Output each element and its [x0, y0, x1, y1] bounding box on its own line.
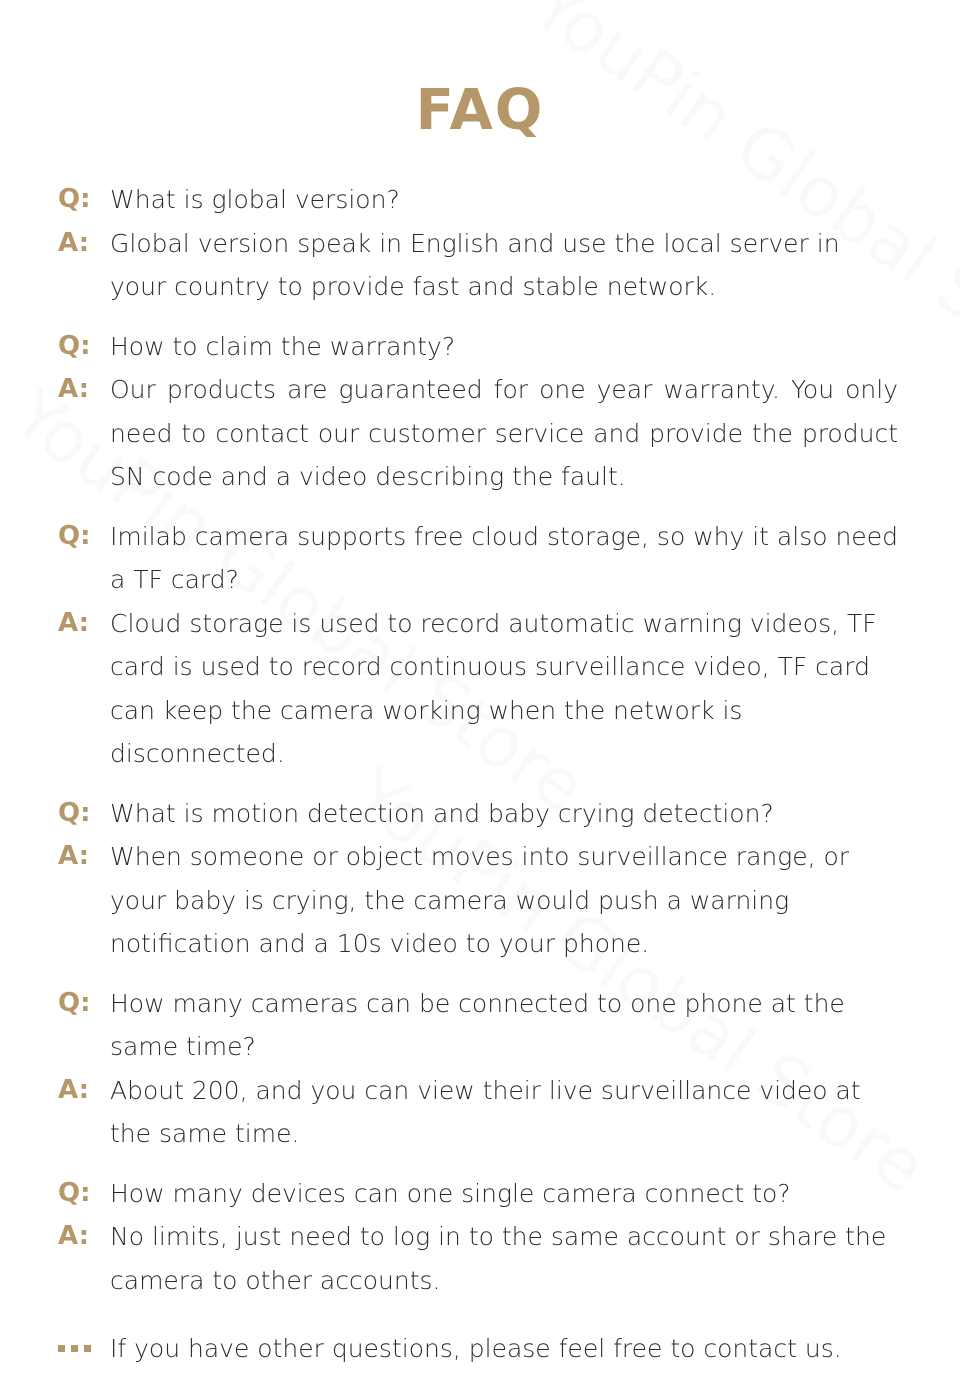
faq-item: [58, 178, 898, 309]
answer-row: [58, 835, 898, 966]
faq-list: [58, 178, 898, 1318]
answer-row: [58, 222, 898, 309]
ellipsis-icon: [58, 1345, 110, 1352]
question-row: [58, 792, 898, 836]
answer-text: About 200, and you can view their live surveillance video at the same time.: [110, 1075, 861, 1148]
question-row: [58, 982, 898, 1069]
faq-item: [58, 982, 898, 1156]
question-mark: Q:: [58, 330, 91, 361]
answer-mark: A:: [58, 607, 90, 638]
answer-mark: A:: [58, 1221, 90, 1251]
answer-text: When someone or object moves into surveillance range, or your baby is crying, the camera would push a warning notification and a 10s video to your phone.: [110, 842, 850, 958]
answer-mark: A:: [58, 1074, 90, 1105]
answer-text: Cloud storage is used to record automatic warning videos, TF card is used to record continuous surveillance video, TF card can keep the camera working when the network is disconnected.: [110, 608, 877, 768]
question-text: What is global version?: [110, 185, 400, 214]
faq-item: [58, 792, 898, 966]
faq-item: [58, 1172, 898, 1303]
question-text: What is motion detection and baby crying detection?: [110, 798, 774, 828]
question-text: How to claim the warranty?: [110, 331, 456, 361]
question-row: [58, 325, 898, 369]
answer-mark: A:: [58, 374, 90, 404]
answer-row: [58, 368, 898, 499]
footer-note: [58, 1327, 898, 1370]
question-mark: Q:: [58, 797, 91, 828]
question-mark: Q:: [58, 184, 91, 214]
question-row: [58, 178, 898, 222]
faq-item: [58, 325, 898, 499]
answer-row: [58, 1069, 898, 1156]
question-row: [58, 515, 898, 602]
answer-mark: A:: [58, 227, 90, 258]
faq-item: [58, 515, 898, 776]
question-text: Imilab camera supports free cloud storage, so why it also need a TF card?: [110, 521, 898, 594]
question-row: [58, 1172, 898, 1216]
question-mark: Q:: [58, 987, 91, 1018]
answer-text: No limits, just need to log in to the same account or share the camera to other accounts.: [110, 1222, 887, 1295]
question-text: How many devices can one single camera connect to?: [110, 1178, 791, 1208]
answer-row: [58, 602, 898, 776]
question-mark: Q:: [58, 520, 91, 551]
footer-text: If you have other questions, please feel free to contact us.: [110, 1334, 842, 1363]
answer-text: Global version speak in English and use the local server in your country to provide fast and stable network.: [110, 228, 840, 301]
answer-mark: A:: [58, 841, 90, 871]
question-text: How many cameras can be connected to one phone at the same time?: [110, 988, 845, 1061]
answer-text: Our products are guaranteed for one year warranty. You only need to contact our customer service and provide the product SN code and a video describing the fault.: [110, 375, 898, 491]
answer-row: [58, 1215, 898, 1302]
question-mark: Q:: [58, 1177, 91, 1208]
page-title: FAQ: [415, 78, 545, 143]
